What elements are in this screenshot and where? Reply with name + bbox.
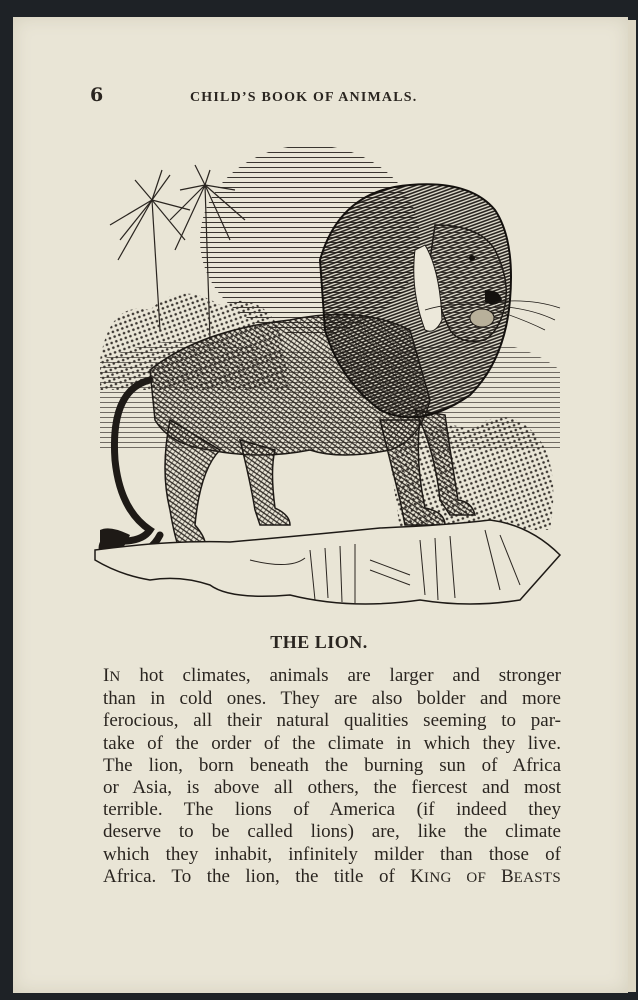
text-line: deserve to be called lions) are, like the climate bbox=[103, 821, 561, 843]
king-initial: K bbox=[410, 865, 425, 887]
beasts-rest: EASTS bbox=[513, 869, 561, 886]
text-line: The lion, born beneath the burning sun of Africa bbox=[103, 754, 561, 776]
text-line: ferocious, all their natural qualities seeming to par- bbox=[103, 710, 561, 732]
king-rest: ING bbox=[424, 869, 452, 886]
body-paragraph bbox=[103, 665, 561, 889]
line-text: hot climates, animals are larger and stronger bbox=[120, 665, 561, 686]
text-line: or Asia, is above all others, the fiercest and most bbox=[103, 777, 561, 799]
small-caps-text: N bbox=[109, 669, 121, 685]
running-head bbox=[90, 84, 470, 106]
beasts-initial: B bbox=[500, 865, 514, 887]
section-title: THE LION. bbox=[270, 632, 368, 652]
text-line: take of the order of the climate in which they live. bbox=[103, 732, 561, 754]
drop-initial: I bbox=[103, 665, 110, 686]
text-line: which they inhabit, infinitely milder than those of bbox=[103, 843, 561, 865]
lion-engraving bbox=[90, 130, 570, 615]
of-word: OF bbox=[451, 869, 501, 886]
page-number: 6 bbox=[90, 84, 104, 106]
book-title: CHILD’S BOOK OF ANIMALS. bbox=[190, 90, 418, 105]
line-text: Africa. To the lion, the title of bbox=[103, 865, 411, 887]
text-line-last bbox=[103, 866, 561, 889]
text-line-1 bbox=[103, 665, 561, 688]
text-line: than in cold ones. They are also bolder and more bbox=[103, 688, 561, 710]
page-edge bbox=[628, 20, 636, 992]
text-line: terrible. The lions of America (if indeed they bbox=[103, 799, 561, 821]
